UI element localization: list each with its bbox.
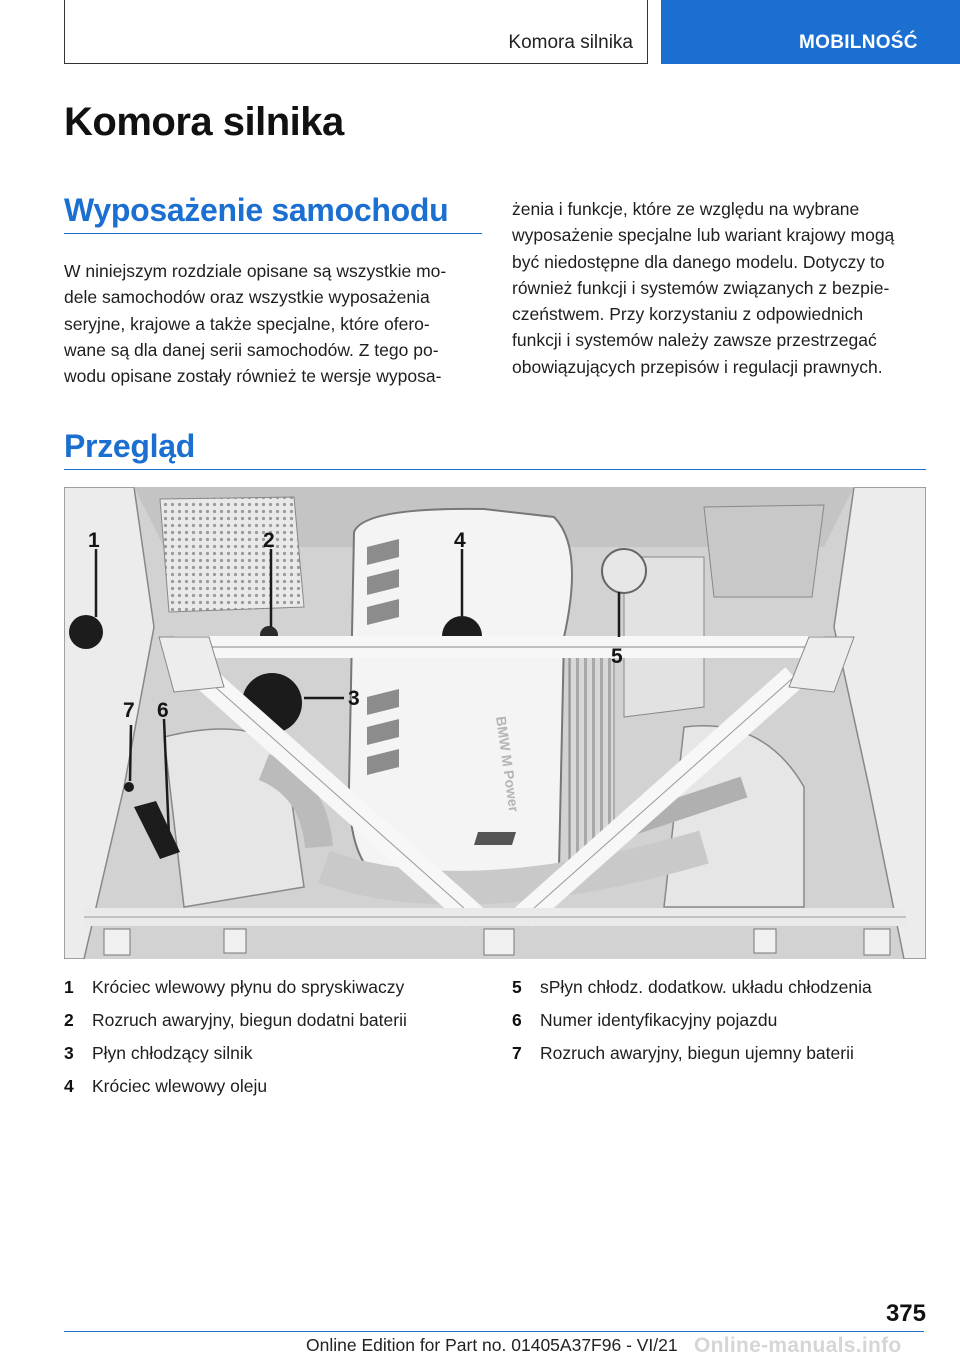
legend-text: Rozruch awaryjny, biegun ujemny baterii	[540, 1043, 854, 1063]
text-line: czeństwem. Przy korzystaniu z odpowiednich	[512, 304, 864, 325]
legend-number: 4	[64, 1076, 74, 1096]
legend-number: 2	[64, 1010, 74, 1030]
text-line: wane są dla danej serii samochodów. Z tego po-	[64, 339, 439, 360]
equipment-paragraph-col1	[64, 258, 484, 389]
text-line: obowiązujących przepisów i regulacji prawnych.	[512, 356, 883, 377]
chapter-tab[interactable]	[661, 0, 960, 64]
list-item	[512, 1043, 932, 1076]
list-item	[512, 1010, 932, 1043]
text-line: żenia i funkcje, które ze względu na wybrane	[512, 199, 860, 219]
chapter-tab-label: MOBILNOŚĆ	[799, 32, 918, 53]
legend-text: Rozruch awaryjny, biegun dodatni baterii	[92, 1010, 407, 1030]
legend-text: Płyn chłodzący silnik	[92, 1043, 253, 1063]
text-line: W niniejszym rozdziale opisane są wszystkie mo-	[64, 261, 447, 281]
header-bar	[0, 0, 960, 66]
text-line: być niedostępne dla danego modelu. Dotyczy to	[512, 251, 885, 272]
edition-text: Online Edition for Part no. 01405A37F96 - VI/21	[306, 1335, 678, 1355]
legend-text: Króciec wlewowy oleju	[92, 1076, 268, 1096]
callout-6: 6	[157, 699, 169, 722]
page-title: Komora silnika	[64, 100, 344, 144]
list-item	[64, 1010, 484, 1043]
text-line: dele samochodów oraz wszystkie wyposażenia	[64, 287, 430, 308]
callout-3: 3	[348, 687, 360, 710]
legend-text: Króciec wlewowy płynu do spryskiwaczy	[92, 977, 405, 997]
legend-text: sPłyn chłodz. dodatkow. układu chłodzenia	[540, 977, 872, 997]
footer-rule	[64, 1331, 924, 1332]
equipment-heading-rule	[64, 233, 482, 234]
text-line: wodu opisane zostały również te wersje wyposa-	[64, 366, 442, 387]
equipment-paragraph-col2	[512, 196, 932, 380]
legend-number: 5	[512, 977, 522, 997]
list-item	[64, 1076, 484, 1109]
text-line: seryjne, krajowe a także specjalne, które ofero-	[64, 313, 430, 334]
overview-heading-rule	[64, 469, 926, 470]
list-item	[64, 977, 484, 1010]
callout-5: 5	[611, 645, 623, 668]
page-number: 375	[885, 1300, 926, 1327]
callout-4: 4	[454, 529, 466, 552]
callout-2: 2	[263, 529, 275, 552]
legend-number: 7	[512, 1043, 522, 1063]
overview-heading: Przegląd	[64, 428, 195, 464]
engine-bay-svg	[64, 487, 926, 959]
legend-number: 1	[64, 977, 74, 997]
text-line: również funkcji i systemów związanych z bezpie-	[512, 277, 890, 298]
watermark: Online-manuals.info	[694, 1334, 902, 1357]
section-tab[interactable]	[64, 0, 648, 64]
callout-1: 1	[88, 529, 100, 552]
callout-7: 7	[123, 699, 135, 722]
text-line: wyposażenie specjalne lub wariant krajowy mogą	[512, 225, 895, 246]
legend-number: 6	[512, 1010, 522, 1030]
list-item	[512, 977, 932, 1010]
equipment-heading: Wyposażenie samochodu	[64, 192, 449, 228]
engine-bay-illustration	[64, 487, 926, 959]
text-line: funkcji i systemów należy zawsze przestrzegać	[512, 330, 877, 351]
legend-left	[64, 977, 484, 1109]
legend-text: Numer identyfikacyjny pojazdu	[540, 1010, 778, 1030]
engine-cover-text: BMW M Power	[493, 715, 523, 813]
section-tab-label: Komora silnika	[508, 32, 633, 53]
legend-number: 3	[64, 1043, 74, 1063]
legend-right	[512, 977, 932, 1076]
list-item	[64, 1043, 484, 1076]
